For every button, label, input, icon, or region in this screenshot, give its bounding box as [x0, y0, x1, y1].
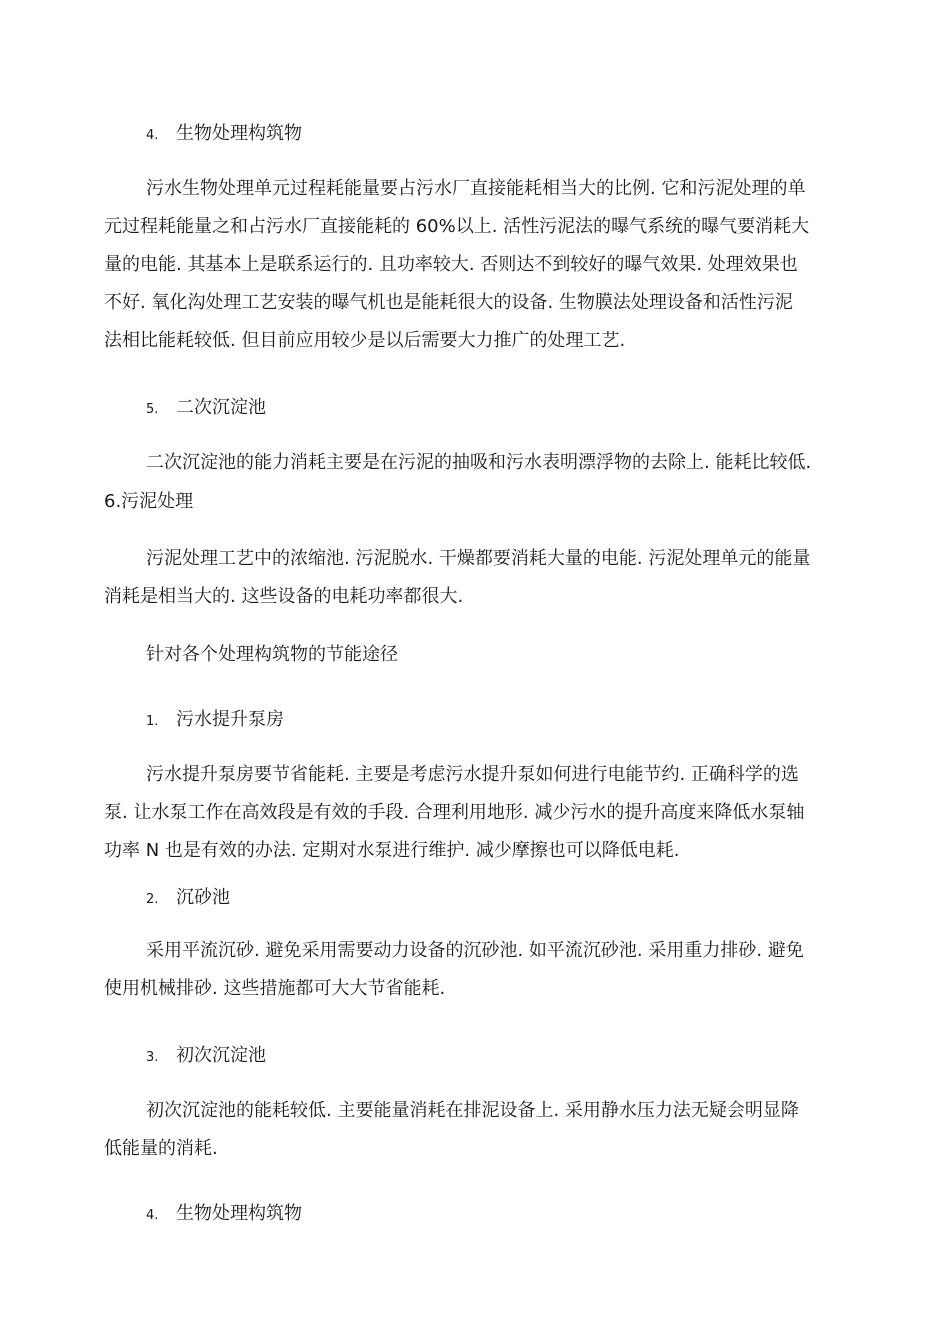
- section-number: 4.: [146, 128, 159, 143]
- section-title: 生物处理构筑物: [176, 1203, 302, 1224]
- paragraph: [146, 636, 398, 674]
- paragraph-line: 使用机械排砂. 这些措施都可大大节省能耗.: [104, 978, 446, 999]
- paragraph-line: 不好. 氧化沟处理工艺安装的曝气机也是能耗很大的设备. 生物膜法处理设备和活性污泥: [104, 292, 793, 313]
- paragraph-line: 污泥处理工艺中的浓缩池. 污泥脱水. 干燥都要消耗大量的电能. 污泥处理单元的能量: [146, 548, 811, 569]
- paragraph-line: 泵. 让水泵工作在高效段是有效的手段. 合理利用地形. 减少污水的提升高度来降低水泵轴: [104, 802, 805, 823]
- section-heading: [146, 396, 266, 422]
- paragraph: [146, 444, 811, 482]
- paragraph-line: 元过程耗能量之和占污水厂直接能耗的 60%以上. 活性污泥法的曝气系统的曝气要消耗大: [104, 216, 810, 237]
- section-title: 生物处理构筑物: [176, 123, 302, 144]
- paragraph-line: 量的电能. 其基本上是联系运行的. 且功率较大. 否则达不到较好的曝气效果. 处理效果也: [104, 254, 798, 275]
- paragraph-line: 低能量的消耗.: [104, 1138, 218, 1159]
- paragraph-line: 污水提升泵房要节省能耗. 主要是考虑污水提升泵如何进行电能节约. 正确科学的选: [146, 764, 799, 785]
- section-number: 1.: [146, 714, 159, 729]
- paragraph-line: 初次沉淀池的能耗较低. 主要能量消耗在排泥设备上. 采用静水压力法无疑会明显降: [146, 1100, 799, 1121]
- paragraph-line: 功率 N 也是有效的办法. 定期对水泵进行维护. 减少摩擦也可以降低电耗.: [104, 840, 680, 861]
- paragraph-line: 二次沉淀池的能力消耗主要是在污泥的抽吸和污水表明漂浮物的去除上. 能耗比较低.: [146, 452, 812, 473]
- paragraph-line: 针对各个处理构筑物的节能途径: [146, 644, 398, 665]
- paragraph-line: 法相比能耗较低. 但目前应用较少是以后需要大力推广的处理工艺.: [104, 330, 626, 351]
- section-title: 初次沉淀池: [176, 1045, 266, 1066]
- paragraph: [104, 932, 804, 1008]
- section-heading: [146, 1202, 302, 1228]
- paragraph-line: 污水生物处理单元过程耗能量要占污水厂直接能耗相当大的比例. 它和污泥处理的单: [146, 178, 806, 199]
- section-number: 3.: [146, 1050, 159, 1065]
- paragraph: [104, 540, 810, 616]
- section-heading: [146, 1044, 266, 1070]
- paragraph: [104, 1092, 799, 1168]
- section-title: 污水提升泵房: [176, 709, 284, 730]
- section-number: 4.: [146, 1208, 159, 1223]
- paragraph-line: 消耗是相当大的. 这些设备的电耗功率都很大.: [104, 586, 464, 607]
- section-title: 二次沉淀池: [176, 397, 266, 418]
- paragraph: [104, 756, 804, 870]
- section-heading: [146, 122, 302, 148]
- paragraph-line: 采用平流沉砂. 避免采用需要动力设备的沉砂池. 如平流沉砂池. 采用重力排砂. 避免: [146, 940, 804, 961]
- section-heading: [146, 708, 284, 734]
- section-title: 沉砂池: [176, 887, 230, 908]
- paragraph: [104, 170, 809, 360]
- section-number: 5.: [146, 402, 159, 417]
- section-heading: 6.污泥处理: [104, 491, 194, 512]
- section-number: 2.: [146, 892, 159, 907]
- section-heading: [146, 886, 230, 912]
